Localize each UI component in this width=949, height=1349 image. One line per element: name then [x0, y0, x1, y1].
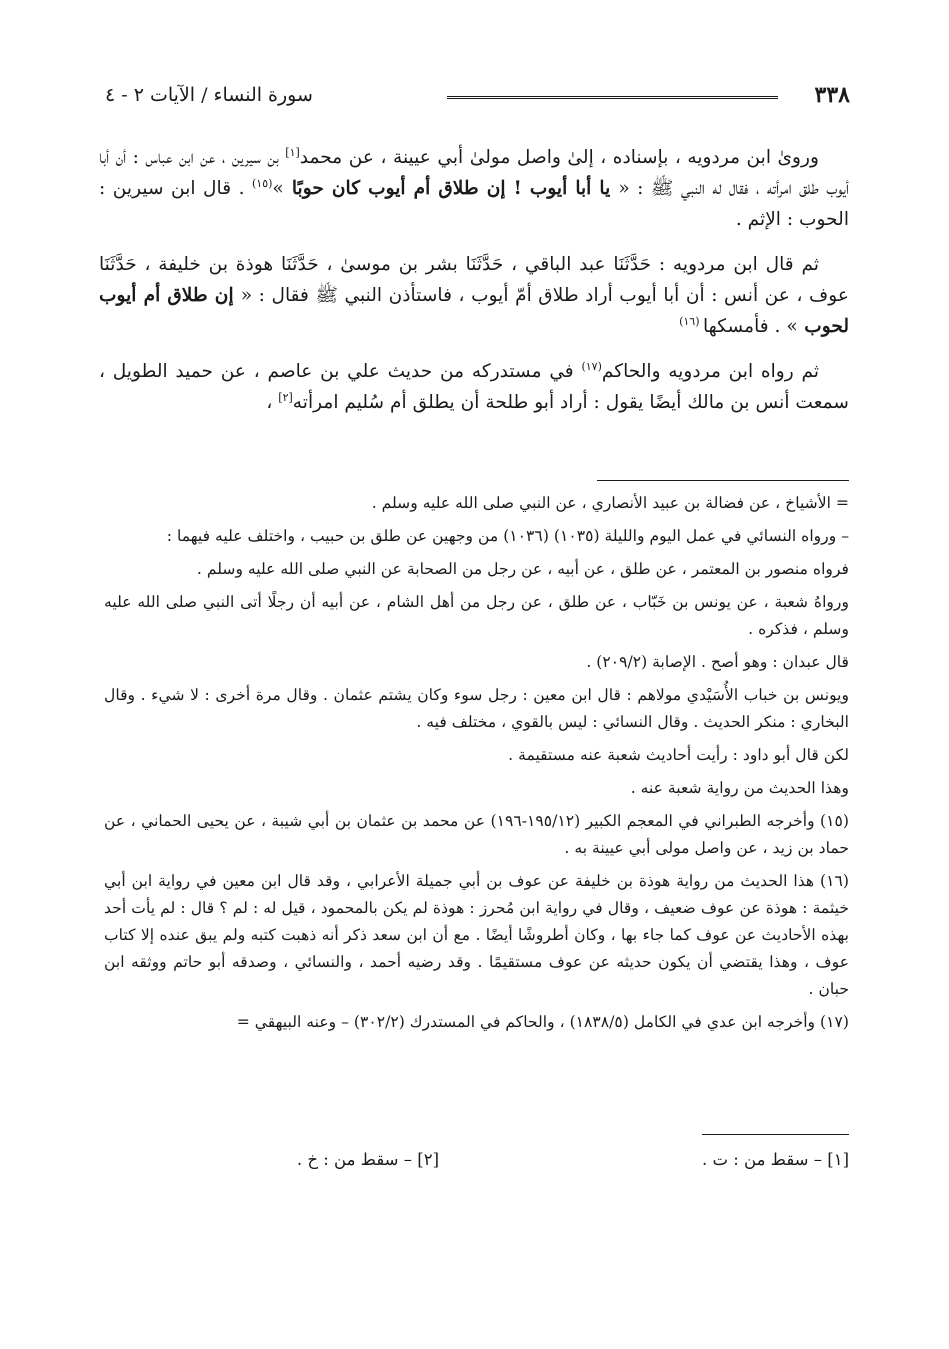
footnote-line: قال عبدان : وهو أصح . الإصابة (٢٠٩/٢) .: [586, 653, 849, 671]
footnote-line: لكن قال أبو داود : رأيت أحاديث شعبة عنه مستقيمة .: [508, 746, 849, 764]
footnote-ref-15: (١٥): [252, 176, 273, 190]
footnote-line: فرواه منصور بن المعتمر ، عن طلق ، عن أبيه ، عن رجل من الصحابة عن النبي صلى الله عليه وسلم .: [196, 560, 849, 578]
footnote-line: ويونس بن خباب الأُسَيْدي مولاهم : قال ابن معين : رجل سوء وكان يشتم عثمان . وقال مرة أخرى : لا شيء . وقال البخاري : منكر الحديث . وقال النسائي : ليس بالقوي ، مختلف فيه .: [104, 686, 849, 731]
footnote-16: (١٦) هذا الحديث من رواية هوذة بن خليفة عن عوف بن أبي جميلة الأعرابي ، وقد قال ابن معين في رواية ابن أبي خيثمة : هوذة عن عوف ضعيف ، وقال في رواية ابن مُحرز : هوذة لم يكن بالمحمود ، قيل له : لم ؟ قال : لم يأت أحد بهذه الأحاديث عن عوف كما جاء بها ، وكان أطروشًا أيضًا . مع أن ابن سعد ذكر أنه ذهبت كتبه ولم يبق عنده إلا كتاب عوف ، وهذا يقتضي أن يكون حديثه عن عوف مستقيمًا . وقد رضيه أحمد ، والنسائي ، وصدقه أبو حاتم ووثقه ابن حبان .: [104, 872, 849, 998]
variants-rule: [702, 1134, 849, 1135]
variant-ref-1: [١]: [285, 145, 300, 159]
footnote-ref-16: (١٦): [679, 314, 704, 328]
hadith-quote-1: يا أبا أيوب ! إن طلاق أم أيوب كان حوبًا: [283, 178, 619, 199]
page-header: [105, 82, 850, 116]
footnote-ref-17: (١٧): [581, 359, 602, 373]
variant-ref-2: [٢]: [278, 390, 293, 404]
header-rule: [447, 96, 778, 99]
footnote-17: (١٧) وأخرجه ابن عدي في الكامل (١٨٣٨/٥) ، والحاكم في المستدرك (٣٠٢/٢) – وعنه البيهقي =: [236, 1013, 849, 1031]
paragraph-3: ثم رواه ابن مردويه والحاكم$^{(١٧)}$ في مستدركه من حديث علي بن عاصم ، عن حميد الطويل ، سمعت أنس بن مالك أيضًا يقول : أراد أبو طلحة أن يطلق أم سُليم امرأته[٢] ،: [99, 359, 849, 413]
variant-note-2: [٢] – سقط من : خ .: [296, 1150, 439, 1169]
variant-note-1: [١] – سقط من : ت .: [701, 1150, 849, 1169]
footnotes: [104, 490, 849, 1042]
page-number: ٣٣٨: [814, 82, 850, 108]
paragraph-2: ثم قال ابن مردويه : حَدَّثَنَا عبد الباقي ، حَدَّثَنَا بشر بن موسىٰ ، حَدَّثَنَا هوذة بن خليفة ، حَدَّثَنَا عوف ، عن أنس : أن أبا أيوب أراد طلاق أمّ أيوب ، فاستأذن النبي ﷺ فقال : « إن طلاق أم أيوب لحوب » . فأمسكها $^{(١٦)}$: [99, 254, 849, 337]
paragraph-1: وروىٰ ابن مردويه ، بإسناده ، إلىٰ واصل مولىٰ أبي عيينة ، عن محمد[١] بن سيرين ، عن ابن عباس : أن أبا أيوب طلق امرأته ، فقال له النبي ﷺ : « يا أبا أيوب ! إن طلاق أم أيوب كان حوبًا »$^{(١٥)}$ . قال ابن سيرين : الحوب : الإثم .: [99, 145, 849, 230]
main-text: [99, 142, 849, 432]
hadith-quote-2: إن طلاق أم أيوب لحوب: [99, 285, 849, 337]
footnote-line: = الأشياخ ، عن فضالة بن عبيد الأنصاري ، عن النبي صلى الله عليه وسلم .: [371, 494, 849, 512]
footnotes-rule: [597, 480, 849, 481]
manuscript-variants: [104, 1150, 849, 1180]
running-title: سورة النساء / الآيات ٢ - ٤: [105, 84, 313, 106]
footnote-line: ورواهُ شعبة ، عن يونس بن خَبّاب ، عن طلق ، عن رجل من أهل الشام ، عن أبيه أن رجلًا أتى النبي صلى الله عليه وسلم ، فذكره .: [104, 593, 849, 638]
footnote-line: وهذا الحديث من رواية شعبة عنه .: [630, 779, 849, 797]
footnote-line: – ورواه النسائي في عمل اليوم والليلة (١٠٣٥) (١٠٣٦) من وجهين عن طلق بن حبيب ، واختلف عليه فيهما :: [166, 527, 849, 545]
footnote-15: (١٥) وأخرجه الطبراني في المعجم الكبير (١٩٥/١٢-١٩٦) عن محمد بن عثمان بن أبي شيبة ، عن يحيى الحماني ، عن حماد بن زيد ، عن واصل مولى أبي عيينة به .: [104, 812, 849, 857]
